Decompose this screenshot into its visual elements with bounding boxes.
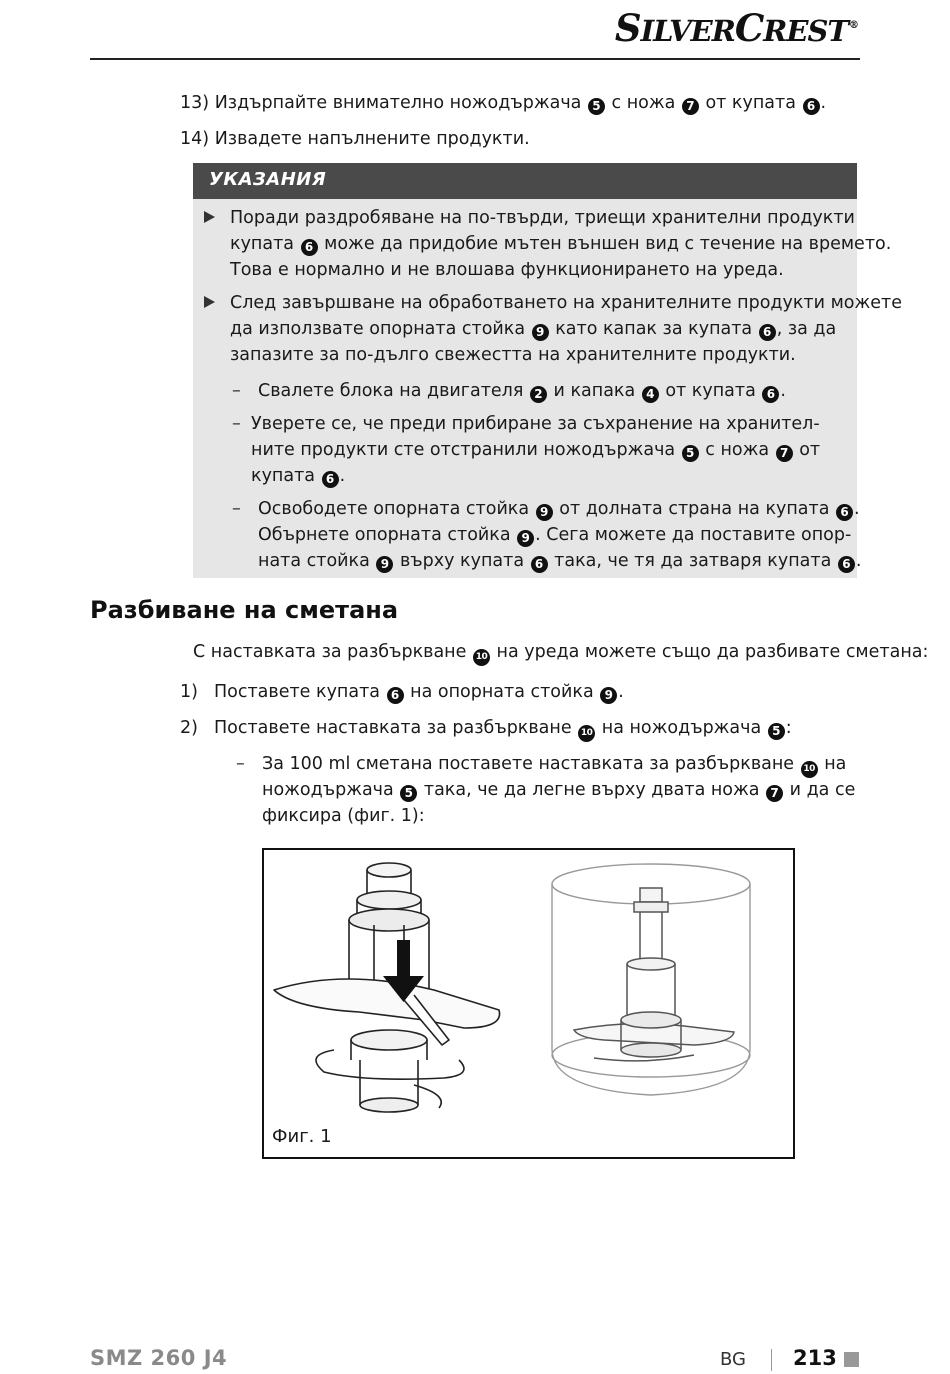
brand-logo: SILVERCREST® [614, 6, 858, 50]
dash-bullet: – [236, 754, 245, 774]
step-13: 13) Издърпайте внимателно ножодържача 5 с ножа 7 от купата 6 . [180, 93, 827, 113]
dash-bullet: – [232, 414, 241, 434]
footer-divider [771, 1349, 772, 1371]
step-2: 2) Поставете наставката за разбъркване 10 на ножодържача 5 : [180, 715, 792, 742]
figure-caption: Фиг. 1 [272, 1126, 332, 1147]
dash-bullet: – [232, 381, 241, 401]
note-2-line-2: да използвате опорната стойка 9 като капак за купата 6 , за да [230, 319, 837, 339]
note-1-line-3: Това е нормално и не влошава функционирането на уреда. [230, 260, 784, 280]
note-dash-3-line-1: Освободете опорната стойка 9 от долната страна на купата 6 . [258, 499, 860, 519]
bullet-arrow-icon [204, 296, 215, 308]
note-1-line-1: Поради раздробяване на по-твърди, триещи хранителни продукти [230, 208, 855, 228]
note-dash-2-line-3: купата 6 . [251, 466, 346, 486]
note-dash-2-line-2: ните продукти сте отстранили ножодържача 5 с ножа 7 от [251, 440, 821, 460]
sub-step-line-2: ножодържача 5 така, че да легне върху двата ножа 7 и да се [262, 780, 856, 800]
header-rule [90, 58, 860, 60]
note-dash-1: Свалете блока на двигателя 2 и капака 4 от купата 6 . [258, 381, 786, 401]
sub-step-line-3: фиксира (фиг. 1): [262, 806, 425, 826]
footer-square-marker [844, 1352, 859, 1367]
note-1-line-2: купата 6 може да придобие мътен външен вид с течение на времето. [230, 234, 892, 254]
figure-1 [262, 848, 795, 1159]
note-2-line-1: След завършване на обработването на хранителните продукти можете [230, 293, 902, 313]
whisk-assembly-illustration [264, 850, 793, 1157]
notes-title: УКАЗАНИЯ [209, 169, 327, 190]
notes-header [193, 163, 857, 199]
step-14: 14) Извадете напълнените продукти. [180, 129, 530, 149]
page-number: 213 [793, 1346, 837, 1370]
note-dash-3-line-2: Обърнете опорната стойка 9 . Сега можете да поставите опор- [258, 525, 852, 545]
note-2-line-3: запазите за по-дълго свежестта на хранителните продукти. [230, 345, 796, 365]
bullet-arrow-icon [204, 211, 215, 223]
note-dash-3-line-3: ната стойка 9 върху купата 6 така, че тя да затваря купата 6 . [258, 551, 862, 571]
section-intro: С наставката за разбъркване 10 на уреда можете също да разбивате сметана: [193, 639, 928, 666]
note-dash-2-line-1: Уверете се, че преди прибиране за съхранение на хранител- [251, 414, 820, 434]
sub-step-line-1: За 100 ml сметана поставете наставката за разбъркване 10 на [262, 751, 846, 778]
dash-bullet: – [232, 499, 241, 519]
step-1: 1) Поставете купата 6 на опорната стойка 9 . [180, 682, 624, 702]
section-heading: Разбиване на сметана [90, 596, 399, 624]
footer-model: SMZ 260 J4 [90, 1346, 228, 1370]
footer-language: BG [720, 1349, 746, 1370]
